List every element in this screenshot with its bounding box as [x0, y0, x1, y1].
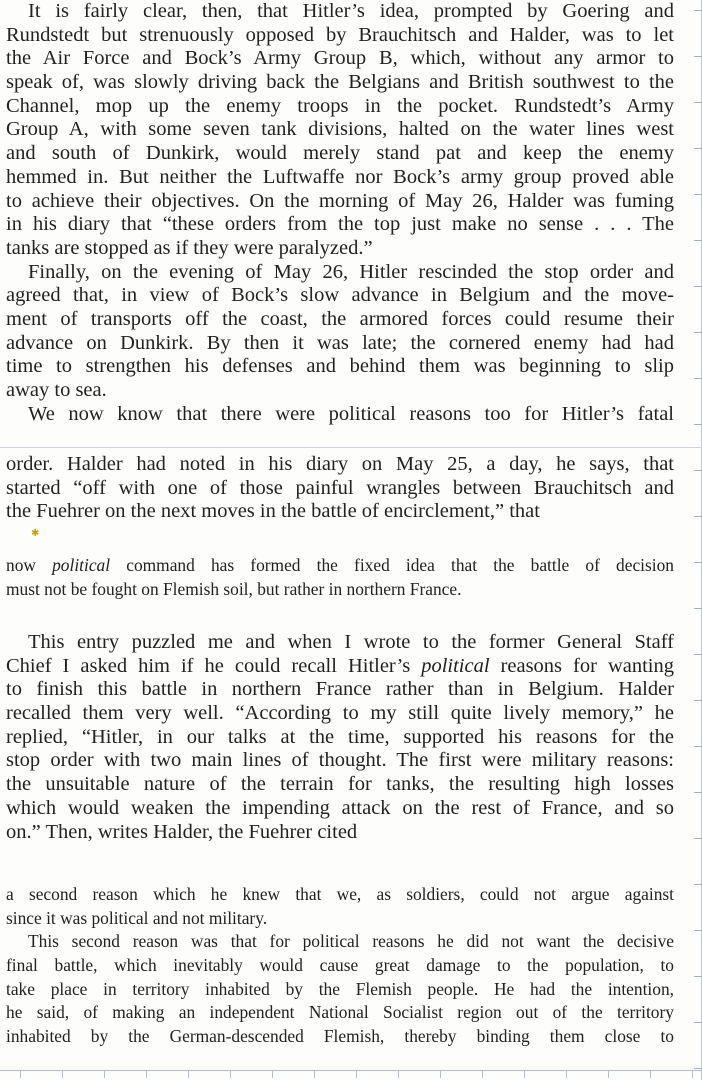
text-line: in his diary that “these orders from the top just make no sense . . . The: [6, 213, 674, 236]
edge-tick: [694, 424, 702, 425]
edge-tick: [694, 654, 702, 655]
bottom-tick: [272, 1070, 273, 1078]
edge-tick: [694, 286, 702, 287]
edge-tick: [694, 792, 702, 793]
edge-tick: [694, 10, 702, 11]
edge-tick: [694, 332, 702, 333]
text-line: to finish this battle in northern France rather than in Belgium. Halder: [6, 678, 674, 701]
edge-tick: [694, 470, 702, 471]
edge-tick: [694, 148, 702, 149]
text-line: speak of, was slowly driving back the Belgians and British southwest to the: [6, 71, 674, 94]
paragraph-block-1: [6, 0, 674, 426]
text-line: he said, of making an independent National Socialist region out of the territory: [6, 1002, 674, 1023]
bottom-tick: [104, 1070, 105, 1078]
bottom-tick: [62, 1070, 63, 1078]
text-line: started “off with one of those painful wrangles between Brauchitsch and: [6, 476, 674, 499]
paragraph-block-3: [6, 631, 674, 844]
text-line: which would weaken the impending attack on the rest of France, and so: [6, 796, 674, 819]
text-line: the Air Force and Bock’s Army Group B, which, without any armor to: [6, 47, 674, 70]
text-line: since it was political and not military.: [6, 907, 268, 928]
edge-tick: [694, 194, 702, 195]
text-line: order. Halder had noted in his diary on May 25, a day, he says, that: [6, 453, 674, 475]
edge-tick: [694, 838, 702, 839]
bottom-tick: [398, 1070, 399, 1078]
text-line: Group A, with some seven tank divisions, halted on the water lines west: [6, 118, 674, 141]
text-line: Chief I asked him if he could recall Hitler’s political reasons for wanting: [6, 654, 674, 677]
text-line: Finally, on the evening of May 26, Hitler rescinded the stop order and: [28, 260, 674, 283]
edge-tick: [694, 1022, 702, 1023]
text-line: time to strengthen his defenses and behind them was beginning to slip: [6, 355, 674, 378]
text-line: hemmed in. But neither the Luftwaffe nor Bock’s army group proved able: [6, 165, 674, 188]
bottom-tick: [314, 1070, 315, 1078]
text-line: away to sea.: [6, 379, 107, 401]
bottom-tick: [524, 1070, 525, 1078]
text-line: It is fairly clear, then, that Hitler’s idea, prompted by Goering and: [28, 0, 674, 22]
text-line: the Fuehrer on the next moves in the battle of encirclement,” that: [6, 500, 540, 523]
text-line: agreed that, in view of Bock’s slow advance in Belgium and the move-: [6, 284, 674, 307]
text-line: Channel, mop up the enemy troops in the pocket. Rundstedt’s Army: [6, 94, 674, 117]
paragraph-block-2: [6, 453, 674, 524]
text-line: tanks are stopped as if they were paralyzed.”: [6, 236, 373, 259]
edge-tick: [694, 1068, 702, 1069]
text-line: This entry puzzled me and when I wrote to the former General Staff: [28, 631, 674, 653]
edge-tick: [694, 930, 702, 931]
bottom-tick: [230, 1070, 231, 1078]
text-line: the unsuitable nature of the terrain for tanks, the resulting high losses: [6, 773, 674, 796]
scan-speck: ✱: [31, 528, 40, 539]
text-line: final battle, which inevitably would cause great damage to the population, to: [6, 955, 674, 976]
bottom-tick: [482, 1070, 483, 1078]
edge-tick: [694, 240, 702, 241]
text-line: take place in territory inhabited by the Flemish people. He had the intention,: [6, 978, 674, 999]
block-quote-2: [6, 883, 674, 1049]
bottom-tick: [146, 1070, 147, 1078]
text-line: Rundstedt but strenuously opposed by Brauchitsch and Halder, was to let: [6, 23, 674, 46]
edge-tick: [694, 516, 702, 517]
text-line: a second reason which he knew that we, as soldiers, could not argue against: [6, 884, 674, 904]
text-line: now political command has formed the fixed idea that the battle of decision: [6, 555, 674, 575]
text-line: This second reason was that for political reasons he did not want the decisive: [28, 931, 674, 952]
edge-tick: [694, 746, 702, 747]
text-line: must not be fought on Flemish soil, but rather in northern France.: [6, 578, 462, 599]
text-line: recalled them very well. “According to my still quite lively memory,” he: [6, 702, 674, 725]
text-line: We now know that there were political reasons too for Hitler’s fatal: [28, 402, 674, 425]
text-line: inhabited by the German-descended Flemish, thereby binding them close to: [6, 1026, 674, 1047]
edge-tick: [694, 976, 702, 977]
text-line: ment of transports off the coast, the armored forces could resume their: [6, 307, 674, 330]
edge-tick: [694, 608, 702, 609]
bottom-tick: [608, 1070, 609, 1078]
bottom-tick: [566, 1070, 567, 1078]
text-line: on.” Then, writes Halder, the Fuehrer cited: [6, 820, 358, 843]
edge-tick: [694, 700, 702, 701]
edge-tick: [694, 56, 702, 57]
bottom-tick: [20, 1070, 21, 1078]
edge-tick: [694, 562, 702, 563]
edge-tick: [694, 102, 702, 103]
text-line: stop order with two main lines of thought. The first were military reasons:: [6, 749, 674, 772]
bottom-tick: [440, 1070, 441, 1078]
bottom-tick: [188, 1070, 189, 1078]
text-line: and south of Dunkirk, would merely stand pat and keep the enemy: [6, 142, 674, 165]
bottom-paper-rule: [0, 1070, 702, 1071]
text-line: advance on Dunkirk. By then it was late; the cornered enemy had had: [6, 331, 674, 354]
paper-rule: [0, 447, 702, 448]
edge-tick: [694, 884, 702, 885]
edge-tick: [694, 378, 702, 379]
bottom-tick: [692, 1070, 693, 1078]
block-quote-1: [6, 554, 674, 601]
text-line: replied, “Hitler, in our talks at the time, supported his reasons for the: [6, 725, 674, 748]
text-line: to achieve their objectives. On the morning of May 26, Halder was fuming: [6, 189, 674, 212]
bottom-tick: [356, 1070, 357, 1078]
bottom-tick: [650, 1070, 651, 1078]
